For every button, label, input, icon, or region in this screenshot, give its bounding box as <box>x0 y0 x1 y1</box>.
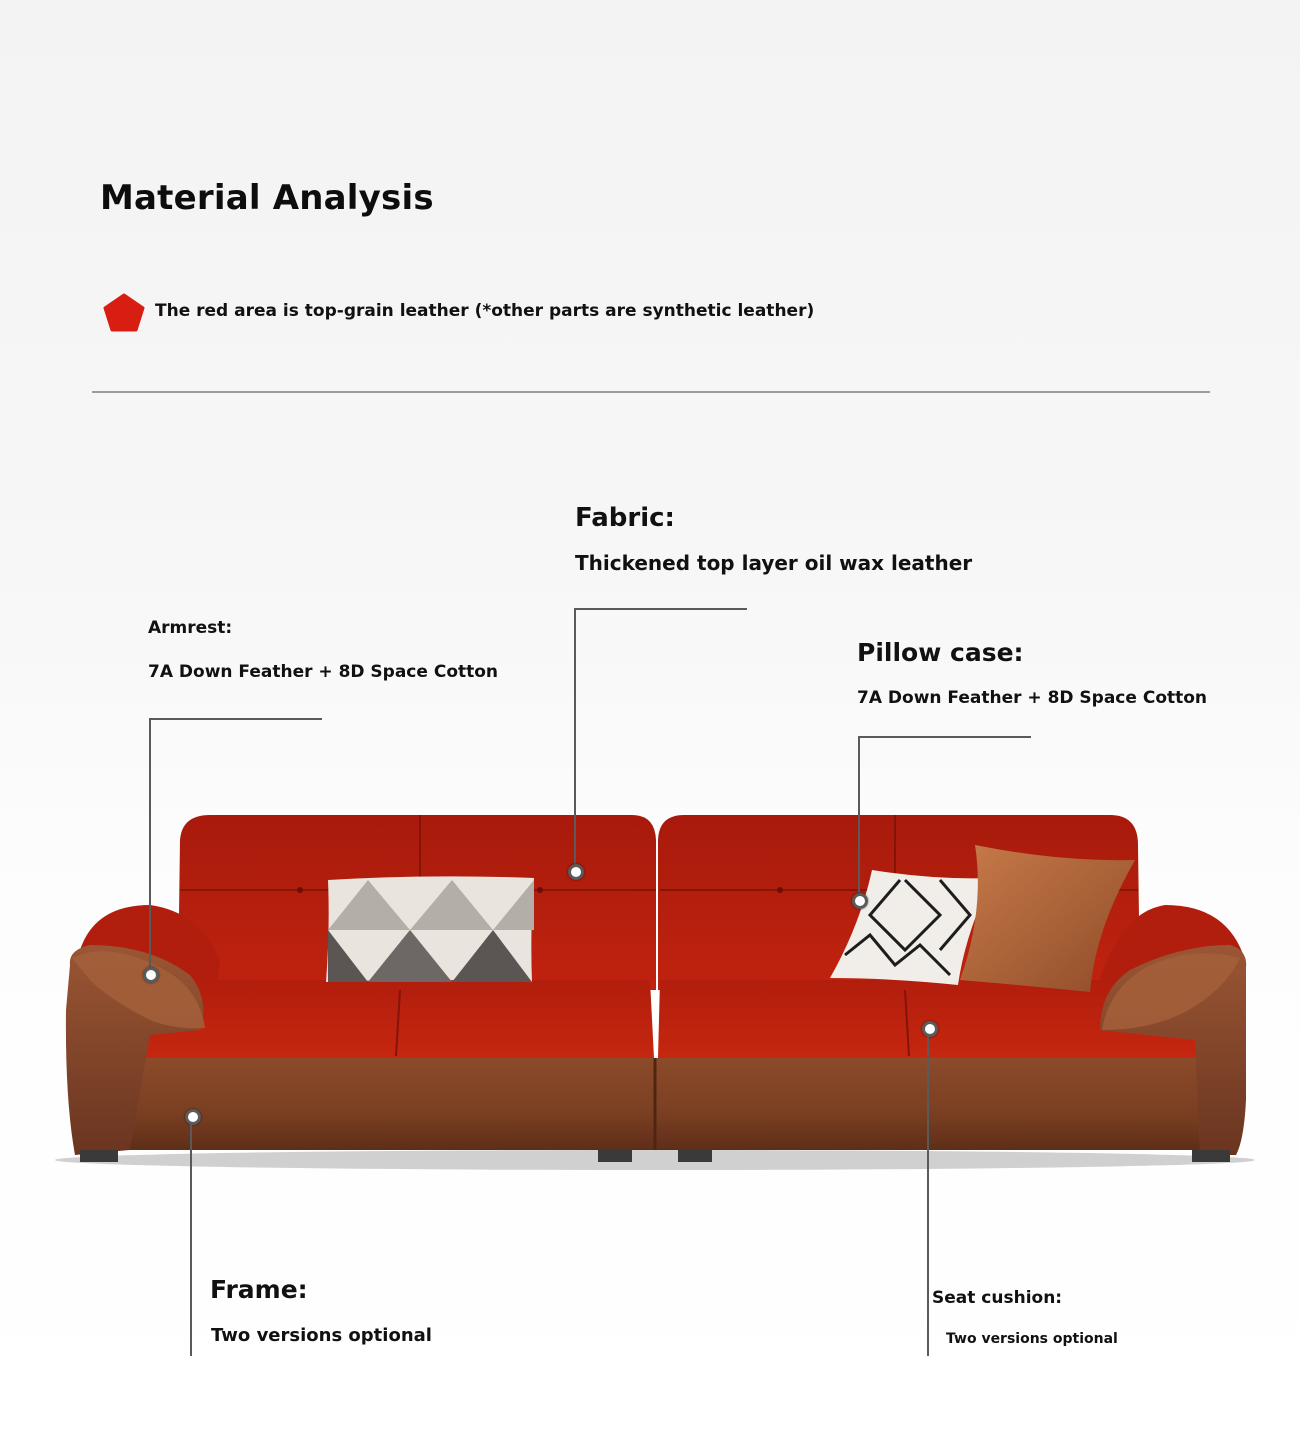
armrest-leader-h <box>149 718 322 720</box>
fabric-marker <box>568 864 584 880</box>
pillow-case-label: Pillow case: <box>857 638 1024 667</box>
frame-label: Frame: <box>210 1275 308 1304</box>
geometric-pillow <box>326 876 534 982</box>
seat-cushion-marker <box>922 1021 938 1037</box>
seat-cushion-label: Seat cushion: <box>932 1288 1063 1308</box>
pillow-case-detail: 7A Down Feather + 8D Space Cotton <box>857 688 1208 708</box>
pillow-case-leader-h <box>858 736 1031 738</box>
armrest-label: Armrest: <box>148 618 233 638</box>
sofa-base <box>108 1058 1210 1150</box>
fabric-label: Fabric: <box>575 503 675 533</box>
armrest-marker <box>143 967 159 983</box>
seat-cushion-detail: Two versions optional <box>946 1331 1118 1347</box>
frame-leader-v <box>190 1122 192 1356</box>
frame-marker <box>185 1109 201 1125</box>
armrest-detail: 7A Down Feather + 8D Space Cotton <box>148 662 499 682</box>
armrest-leader-v <box>149 718 151 968</box>
pillow-case-leader-v <box>858 736 860 894</box>
fabric-leader-h <box>574 608 747 610</box>
page-title: Material Analysis <box>100 178 434 218</box>
frame-detail: Two versions optional <box>211 1325 432 1346</box>
seat-cushion-leader-v <box>927 1034 929 1356</box>
fabric-detail: Thickened top layer oil wax leather <box>575 551 973 575</box>
pillow-case-marker <box>852 893 868 909</box>
fabric-leader-v <box>574 608 576 864</box>
legend-text: The red area is top-grain leather (*other parts are synthetic leather) <box>155 301 815 321</box>
